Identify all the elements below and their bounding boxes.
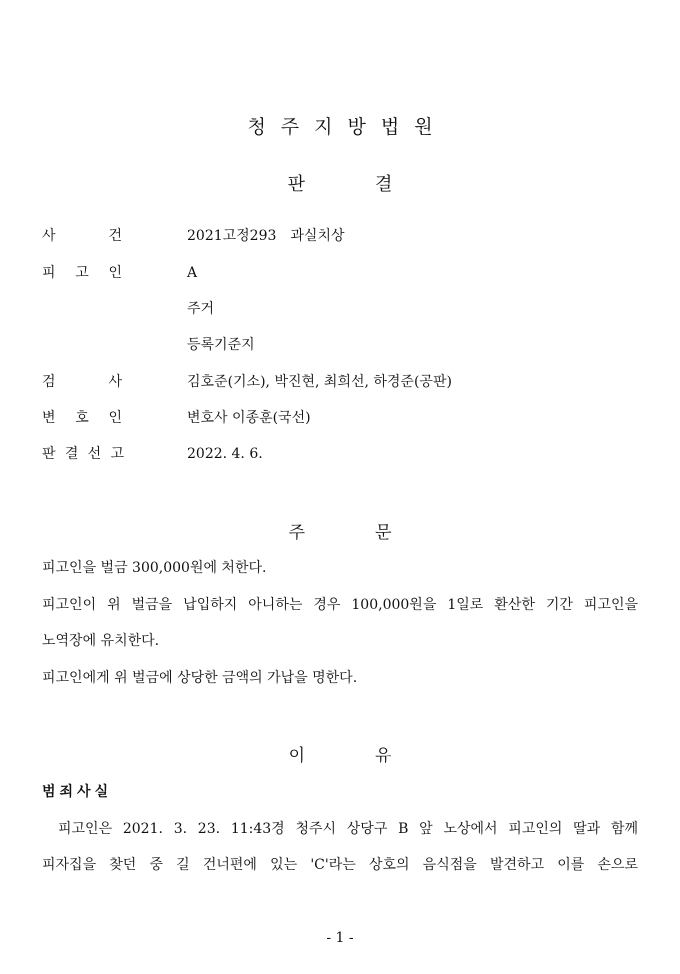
prosecutor-value: 김호준(기소), 박진현, 최희선, 하경준(공판) [187,374,452,390]
order-line-3: 노역장에 유치한다. [42,633,160,649]
reason-title: 이 유 [288,746,392,766]
document-title [0,170,680,196]
court-name: 청주지방법원 [247,116,448,138]
case-value: 2021고정293 과실치상 [187,228,345,244]
order-line-1: 피고인을 벌금 300,000원에 처한다. [42,560,267,576]
order-line-2: 피고인이 위 벌금을 납입하지 아니하는 경우 100,000원을 1일로 환산한 기간 피고인을 [42,597,638,613]
document-title-char-1: 판 [287,174,305,195]
attorney-label: 변 호 인 [42,410,122,426]
order-title: 주 문 [288,523,392,543]
facts-line-1: 피고인은 2021. 3. 23. 11:43경 청주시 상당구 B 앞 노상에서 피고인의 딸과 함께 [58,821,638,837]
prosecutor-label: 검 사 [42,374,122,390]
defendant-value: A [187,265,198,281]
document-title-char-2: 결 [375,174,393,195]
residence-value: 주거 [187,301,215,317]
case-label: 사 건 [42,228,122,244]
facts-line-2: 피자집을 찾던 중 길 건너편에 있는 'C'라는 상호의 음식점을 발견하고 이를 손으로 [42,857,638,873]
registration-value: 등록기준지 [187,337,255,353]
order-line-4: 피고인에게 위 벌금에 상당한 금액의 가납을 명한다. [42,670,358,686]
attorney-value: 변호사 이종훈(국선) [187,410,311,426]
sentence-date-label: 판 결 선 고 [42,446,124,462]
facts-heading: 범죄사실 [42,784,113,800]
page-number: - 1 - [326,930,354,946]
sentence-date-value: 2022. 4. 6. [187,446,263,462]
defendant-label: 피 고 인 [42,265,122,281]
